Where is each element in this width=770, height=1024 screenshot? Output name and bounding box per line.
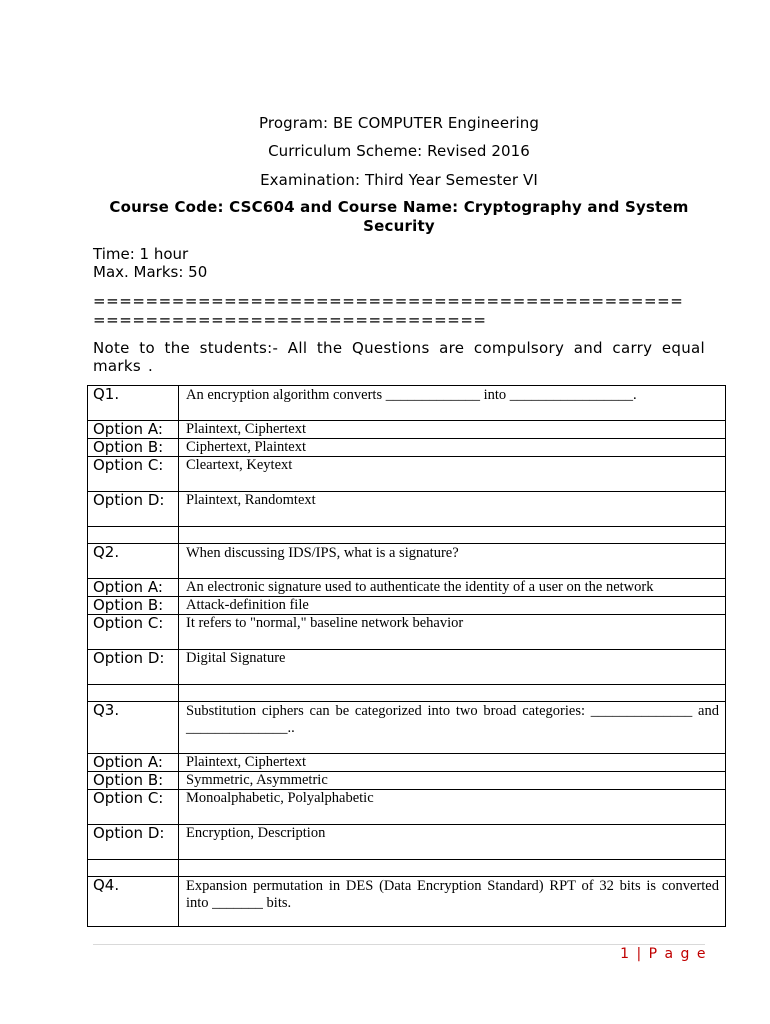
option-text: An electronic signature used to authenticate the identity of a user on the network [179, 579, 726, 597]
option-text: Cleartext, Keytext [179, 457, 726, 492]
program-line: Program: BE COMPUTER Engineering [259, 114, 539, 132]
option-row [88, 457, 726, 492]
option-row [88, 790, 726, 825]
option-text: Plaintext, Randomtext [179, 492, 726, 527]
question-row [88, 544, 726, 579]
option-label: Option D: [88, 650, 179, 685]
option-label: Option D: [88, 492, 179, 527]
question-row [88, 877, 726, 927]
option-row [88, 597, 726, 615]
separator-line-1: ============================================= [93, 292, 684, 310]
question-label: Q1. [88, 386, 179, 421]
option-label: Option C: [88, 615, 179, 650]
course-title: Course Code: CSC604 and Course Name: Cryptography and System Security [109, 198, 689, 235]
option-text: Plaintext, Ciphertext [179, 754, 726, 772]
spacer-row [88, 527, 726, 544]
examination-line: Examination: Third Year Semester VI [260, 171, 538, 189]
option-label: Option C: [88, 457, 179, 492]
question-text: When discussing IDS/IPS, what is a signature? [179, 544, 726, 579]
option-label: Option D: [88, 825, 179, 860]
time-line: Time: 1 hour [93, 245, 189, 263]
footer-rule [93, 944, 705, 945]
question-row [88, 386, 726, 421]
option-row [88, 579, 726, 597]
question-text: Substitution ciphers can be categorized into two broad categories: ______________ and ______________.. [179, 702, 726, 754]
option-text: Digital Signature [179, 650, 726, 685]
option-text: Encryption, Description [179, 825, 726, 860]
option-row [88, 421, 726, 439]
option-label: Option A: [88, 421, 179, 439]
option-text: Plaintext, Ciphertext [179, 421, 726, 439]
page-number: 1 | P a g e [620, 946, 707, 962]
option-label: Option A: [88, 579, 179, 597]
option-label: Option C: [88, 790, 179, 825]
question-label: Q2. [88, 544, 179, 579]
option-text: Ciphertext, Plaintext [179, 439, 726, 457]
question-row [88, 702, 726, 754]
question-label: Q3. [88, 702, 179, 754]
max-marks-line: Max. Marks: 50 [93, 263, 208, 281]
curriculum-scheme-line: Curriculum Scheme: Revised 2016 [268, 142, 530, 160]
question-text: An encryption algorithm converts _____________ into _________________. [179, 386, 726, 421]
spacer-row [88, 860, 726, 877]
option-row [88, 650, 726, 685]
option-text: Symmetric, Asymmetric [179, 772, 726, 790]
option-row [88, 615, 726, 650]
option-label: Option B: [88, 439, 179, 457]
option-row [88, 825, 726, 860]
option-label: Option B: [88, 772, 179, 790]
separator-line-2: ============================== [93, 311, 487, 329]
option-row [88, 772, 726, 790]
option-label: Option A: [88, 754, 179, 772]
students-note: Note to the students:- All the Questions are compulsory and carry equal marks . [93, 339, 705, 375]
option-text: It refers to "normal," baseline network behavior [179, 615, 726, 650]
questions-table [87, 385, 726, 927]
option-row [88, 492, 726, 527]
option-text: Attack-definition file [179, 597, 726, 615]
option-text: Monoalphabetic, Polyalphabetic [179, 790, 726, 825]
option-label: Option B: [88, 597, 179, 615]
question-label: Q4. [88, 877, 179, 927]
question-text: Expansion permutation in DES (Data Encryption Standard) RPT of 32 bits is converted into _______ bits. [179, 877, 726, 927]
option-row [88, 439, 726, 457]
option-row [88, 754, 726, 772]
spacer-row [88, 685, 726, 702]
